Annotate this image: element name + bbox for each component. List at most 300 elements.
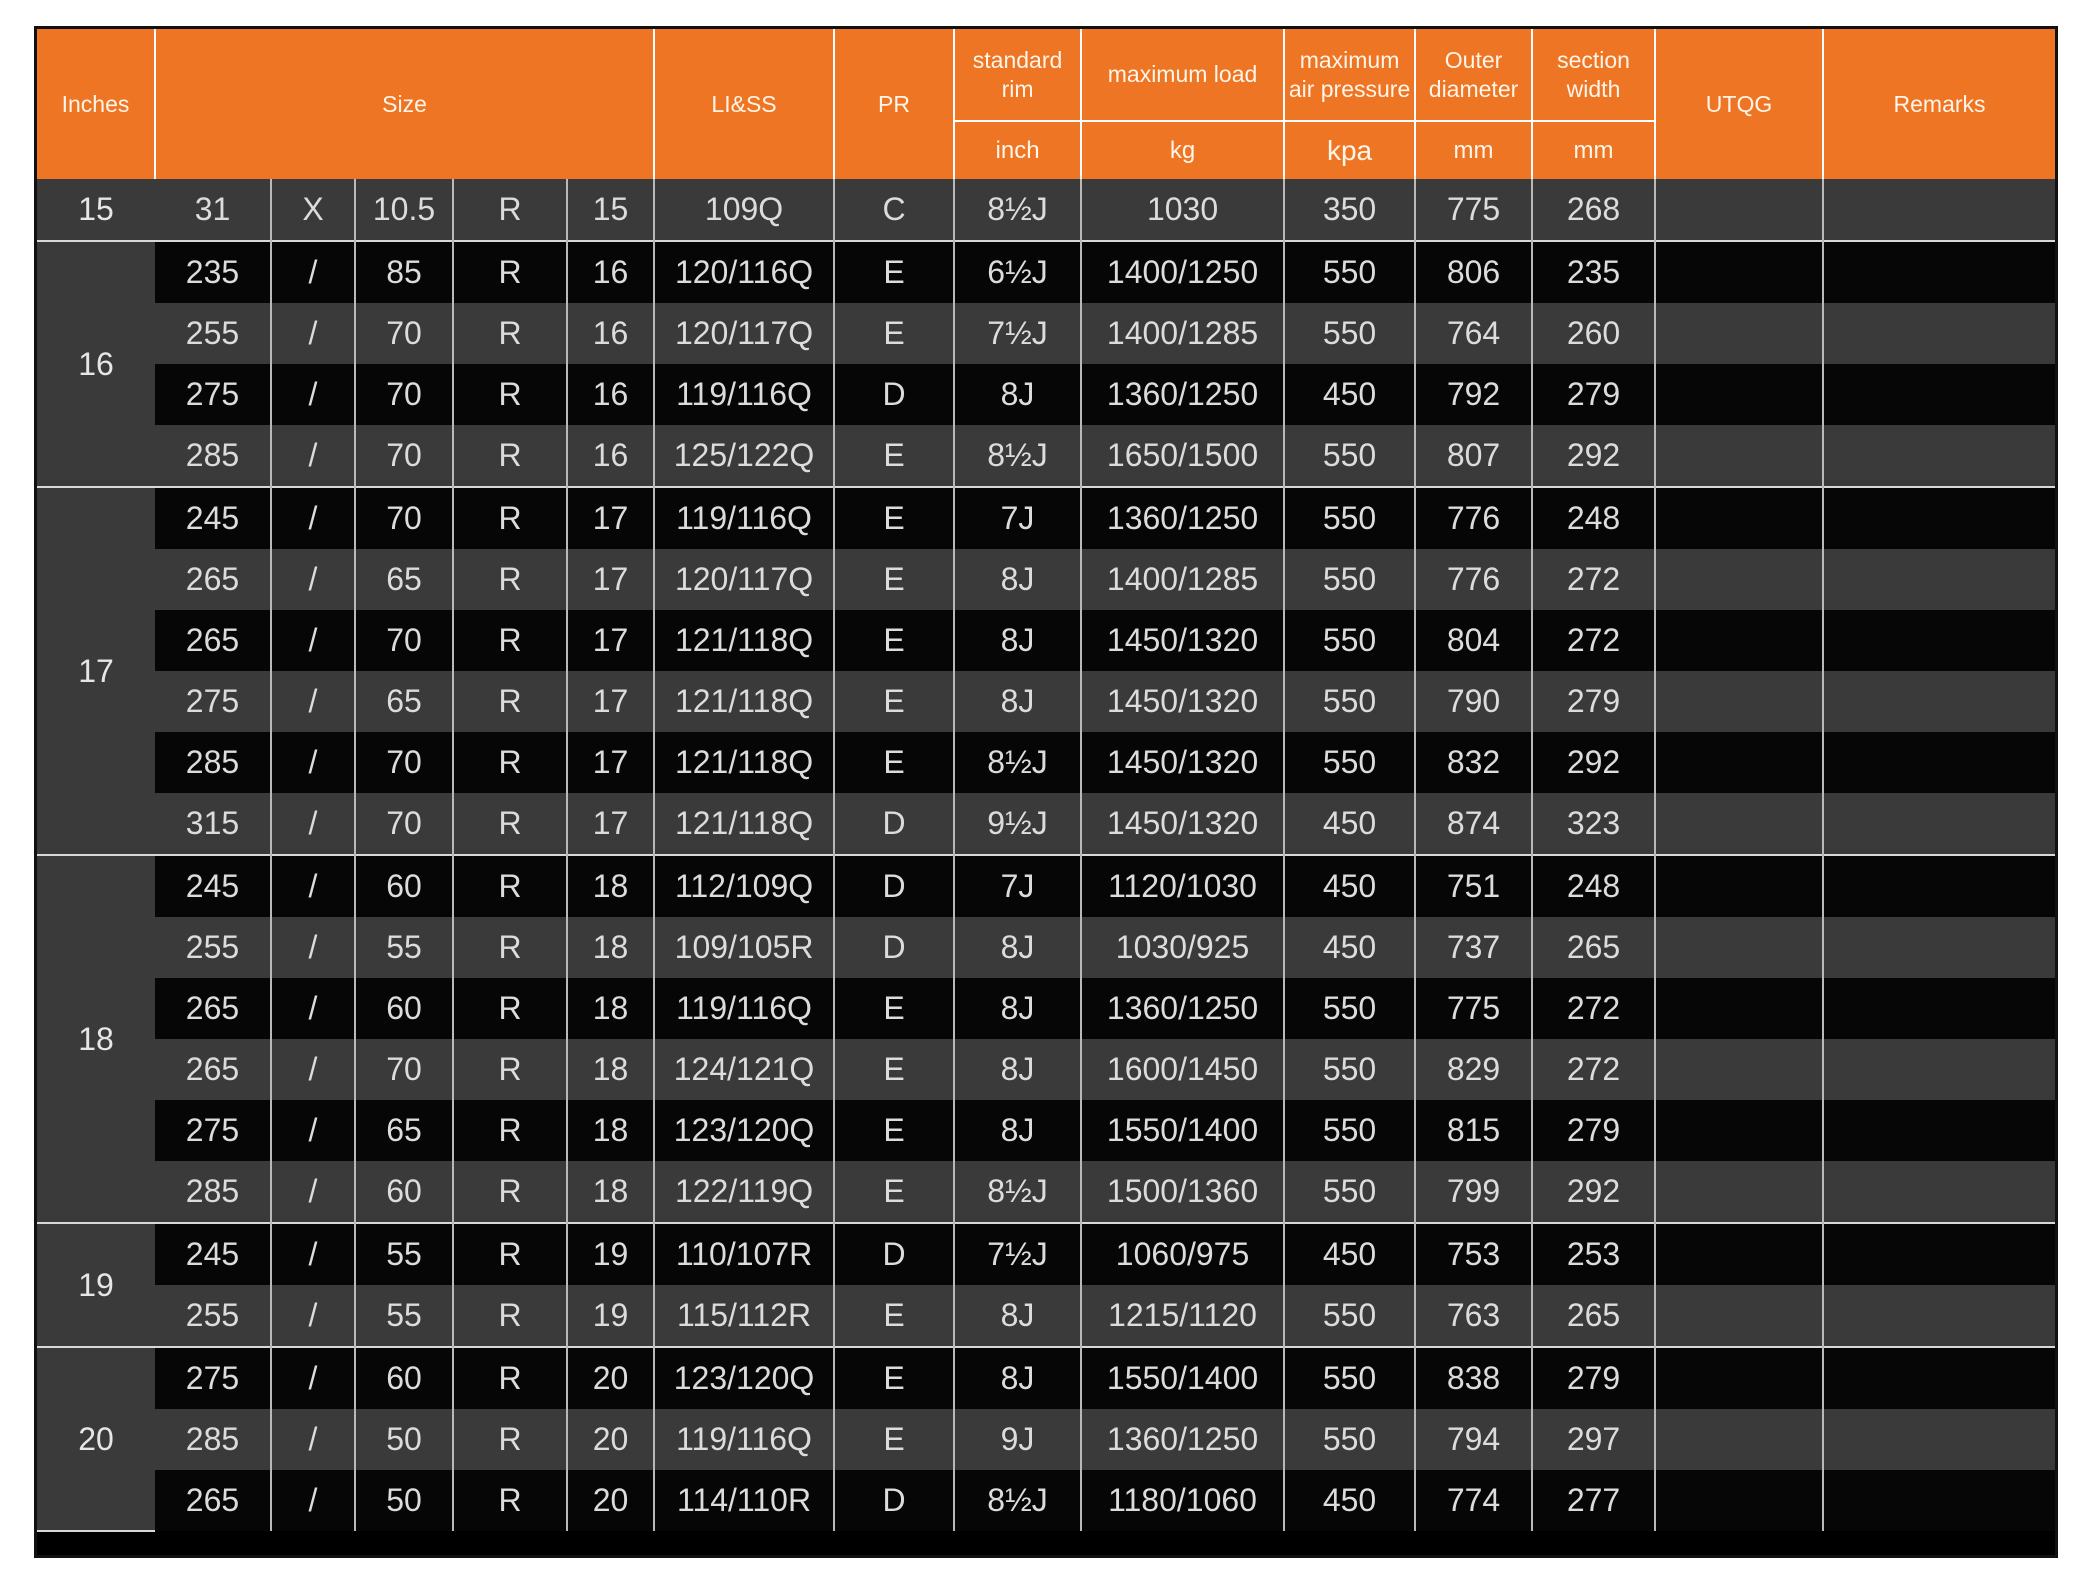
size-width-cell: 265 [155, 549, 271, 610]
outer-diameter-cell: 792 [1415, 364, 1532, 425]
size-construction-cell: R [453, 549, 567, 610]
utqg-value-cell [1655, 732, 1823, 793]
utqg-value-cell [1655, 425, 1823, 487]
size-width-cell: 245 [155, 855, 271, 917]
load-speed-index-cell: 119/116Q [654, 1409, 834, 1470]
size-construction-cell: R [453, 732, 567, 793]
utqg-value-cell [1655, 303, 1823, 364]
remarks-value-cell [1823, 1100, 2055, 1161]
table-row [37, 1409, 2055, 1470]
section-width-cell: 279 [1532, 364, 1655, 425]
unit-pressure: kpa [1284, 121, 1415, 179]
standard-rim-cell: 8J [954, 610, 1081, 671]
load-speed-index-cell: 120/117Q [654, 549, 834, 610]
size-separator-cell: / [271, 1409, 355, 1470]
maximum-load-cell: 1400/1285 [1081, 549, 1284, 610]
size-ratio-cell: 70 [355, 793, 453, 855]
size-diameter-cell: 16 [567, 241, 654, 303]
size-ratio-cell: 65 [355, 671, 453, 732]
remarks-value-cell [1823, 425, 2055, 487]
utqg-value-cell [1655, 1347, 1823, 1409]
standard-rim-cell: 8J [954, 549, 1081, 610]
utqg-value-cell [1655, 1100, 1823, 1161]
ply-rating-cell: E [834, 549, 954, 610]
outer-diameter-cell: 874 [1415, 793, 1532, 855]
max-air-pressure-cell: 550 [1284, 1347, 1415, 1409]
maximum-load-cell: 1450/1320 [1081, 793, 1284, 855]
header-li-ss: LI&SS [654, 29, 834, 179]
size-construction-cell: R [453, 610, 567, 671]
size-width-cell: 235 [155, 241, 271, 303]
section-width-cell: 323 [1532, 793, 1655, 855]
maximum-load-cell: 1120/1030 [1081, 855, 1284, 917]
size-construction-cell: R [453, 1409, 567, 1470]
ply-rating-cell: E [834, 671, 954, 732]
remarks-value-cell [1823, 732, 2055, 793]
load-speed-index-cell: 124/121Q [654, 1039, 834, 1100]
load-speed-index-cell: 119/116Q [654, 364, 834, 425]
remarks-value-cell [1823, 1039, 2055, 1100]
size-ratio-cell: 70 [355, 1039, 453, 1100]
size-ratio-cell: 70 [355, 732, 453, 793]
max-air-pressure-cell: 350 [1284, 179, 1415, 241]
size-separator-cell: / [271, 1161, 355, 1223]
maximum-load-cell: 1450/1320 [1081, 610, 1284, 671]
size-separator-cell: X [271, 179, 355, 241]
size-separator-cell: / [271, 855, 355, 917]
size-construction-cell: R [453, 1100, 567, 1161]
outer-diameter-cell: 804 [1415, 610, 1532, 671]
standard-rim-cell: 8J [954, 978, 1081, 1039]
table-row [37, 855, 2055, 917]
maximum-load-cell: 1060/975 [1081, 1223, 1284, 1285]
size-diameter-cell: 20 [567, 1470, 654, 1531]
ply-rating-cell: E [834, 1039, 954, 1100]
size-ratio-cell: 60 [355, 855, 453, 917]
maximum-load-cell: 1400/1250 [1081, 241, 1284, 303]
load-speed-index-cell: 121/118Q [654, 610, 834, 671]
section-width-cell: 253 [1532, 1223, 1655, 1285]
remarks-value-cell [1823, 793, 2055, 855]
table-row [37, 425, 2055, 487]
size-separator-cell: / [271, 793, 355, 855]
ply-rating-cell: D [834, 1223, 954, 1285]
size-width-cell: 265 [155, 1470, 271, 1531]
size-width-cell: 315 [155, 793, 271, 855]
maximum-load-cell: 1500/1360 [1081, 1161, 1284, 1223]
section-width-cell: 248 [1532, 855, 1655, 917]
standard-rim-cell: 8½J [954, 425, 1081, 487]
size-ratio-cell: 60 [355, 1347, 453, 1409]
size-separator-cell: / [271, 1285, 355, 1347]
ply-rating-cell: E [834, 1347, 954, 1409]
utqg-value-cell [1655, 179, 1823, 241]
standard-rim-cell: 8½J [954, 179, 1081, 241]
header-max-air-pressure: maximum air pressure [1284, 29, 1415, 121]
standard-rim-cell: 8J [954, 917, 1081, 978]
maximum-load-cell: 1600/1450 [1081, 1039, 1284, 1100]
rim-inches-cell: 19 [37, 1223, 155, 1347]
utqg-value-cell [1655, 855, 1823, 917]
size-ratio-cell: 70 [355, 364, 453, 425]
header-size: Size [155, 29, 654, 179]
load-speed-index-cell: 125/122Q [654, 425, 834, 487]
section-width-cell: 297 [1532, 1409, 1655, 1470]
utqg-value-cell [1655, 1285, 1823, 1347]
outer-diameter-cell: 753 [1415, 1223, 1532, 1285]
max-air-pressure-cell: 550 [1284, 1285, 1415, 1347]
size-construction-cell: R [453, 793, 567, 855]
outer-diameter-cell: 776 [1415, 487, 1532, 549]
section-width-cell: 272 [1532, 610, 1655, 671]
size-width-cell: 245 [155, 1223, 271, 1285]
remarks-value-cell [1823, 610, 2055, 671]
table-row [37, 671, 2055, 732]
size-construction-cell: R [453, 855, 567, 917]
utqg-value-cell [1655, 978, 1823, 1039]
section-width-cell: 265 [1532, 1285, 1655, 1347]
size-construction-cell: R [453, 1039, 567, 1100]
ply-rating-cell: E [834, 1409, 954, 1470]
standard-rim-cell: 9½J [954, 793, 1081, 855]
size-separator-cell: / [271, 1100, 355, 1161]
maximum-load-cell: 1030 [1081, 179, 1284, 241]
size-separator-cell: / [271, 610, 355, 671]
table-row [37, 917, 2055, 978]
size-width-cell: 275 [155, 1100, 271, 1161]
table-row [37, 303, 2055, 364]
remarks-value-cell [1823, 549, 2055, 610]
standard-rim-cell: 8J [954, 1100, 1081, 1161]
table-row [37, 1470, 2055, 1531]
remarks-value-cell [1823, 1409, 2055, 1470]
remarks-value-cell [1823, 1223, 2055, 1285]
utqg-value-cell [1655, 241, 1823, 303]
max-air-pressure-cell: 550 [1284, 303, 1415, 364]
size-ratio-cell: 55 [355, 917, 453, 978]
max-air-pressure-cell: 450 [1284, 1223, 1415, 1285]
header-pr: PR [834, 29, 954, 179]
table-row [37, 732, 2055, 793]
ply-rating-cell: D [834, 1470, 954, 1531]
size-ratio-cell: 50 [355, 1409, 453, 1470]
ply-rating-cell: E [834, 978, 954, 1039]
size-diameter-cell: 18 [567, 1100, 654, 1161]
header-remarks: Remarks [1823, 29, 2055, 179]
utqg-value-cell [1655, 917, 1823, 978]
size-construction-cell: R [453, 241, 567, 303]
size-ratio-cell: 65 [355, 1100, 453, 1161]
standard-rim-cell: 7J [954, 855, 1081, 917]
size-diameter-cell: 17 [567, 732, 654, 793]
ply-rating-cell: E [834, 1100, 954, 1161]
utqg-value-cell [1655, 1409, 1823, 1470]
ply-rating-cell: E [834, 303, 954, 364]
remarks-value-cell [1823, 1470, 2055, 1531]
size-ratio-cell: 70 [355, 487, 453, 549]
utqg-value-cell [1655, 793, 1823, 855]
maximum-load-cell: 1360/1250 [1081, 1409, 1284, 1470]
size-diameter-cell: 15 [567, 179, 654, 241]
load-speed-index-cell: 122/119Q [654, 1161, 834, 1223]
ply-rating-cell: E [834, 1161, 954, 1223]
table-row [37, 793, 2055, 855]
standard-rim-cell: 9J [954, 1409, 1081, 1470]
max-air-pressure-cell: 550 [1284, 241, 1415, 303]
table-row [37, 1347, 2055, 1409]
unit-diameter: mm [1415, 121, 1532, 179]
maximum-load-cell: 1450/1320 [1081, 732, 1284, 793]
size-diameter-cell: 18 [567, 917, 654, 978]
header-maximum-load: maximum load [1081, 29, 1284, 121]
max-air-pressure-cell: 550 [1284, 1161, 1415, 1223]
section-width-cell: 279 [1532, 1347, 1655, 1409]
utqg-value-cell [1655, 364, 1823, 425]
table-row [37, 610, 2055, 671]
size-ratio-cell: 70 [355, 610, 453, 671]
standard-rim-cell: 7J [954, 487, 1081, 549]
size-construction-cell: R [453, 179, 567, 241]
outer-diameter-cell: 806 [1415, 241, 1532, 303]
maximum-load-cell: 1550/1400 [1081, 1100, 1284, 1161]
standard-rim-cell: 8½J [954, 1470, 1081, 1531]
utqg-value-cell [1655, 549, 1823, 610]
remarks-value-cell [1823, 179, 2055, 241]
outer-diameter-cell: 807 [1415, 425, 1532, 487]
size-width-cell: 255 [155, 1285, 271, 1347]
size-diameter-cell: 18 [567, 1039, 654, 1100]
max-air-pressure-cell: 550 [1284, 487, 1415, 549]
max-air-pressure-cell: 550 [1284, 425, 1415, 487]
maximum-load-cell: 1360/1250 [1081, 978, 1284, 1039]
section-width-cell: 248 [1532, 487, 1655, 549]
max-air-pressure-cell: 550 [1284, 1039, 1415, 1100]
size-separator-cell: / [271, 303, 355, 364]
load-speed-index-cell: 109Q [654, 179, 834, 241]
size-separator-cell: / [271, 917, 355, 978]
size-construction-cell: R [453, 425, 567, 487]
size-separator-cell: / [271, 1347, 355, 1409]
size-separator-cell: / [271, 671, 355, 732]
size-construction-cell: R [453, 1470, 567, 1531]
remarks-value-cell [1823, 1285, 2055, 1347]
load-speed-index-cell: 120/117Q [654, 303, 834, 364]
section-width-cell: 279 [1532, 671, 1655, 732]
standard-rim-cell: 6½J [954, 241, 1081, 303]
size-diameter-cell: 20 [567, 1347, 654, 1409]
size-diameter-cell: 17 [567, 793, 654, 855]
size-width-cell: 265 [155, 610, 271, 671]
maximum-load-cell: 1030/925 [1081, 917, 1284, 978]
size-ratio-cell: 55 [355, 1285, 453, 1347]
size-separator-cell: / [271, 1470, 355, 1531]
standard-rim-cell: 7½J [954, 303, 1081, 364]
load-speed-index-cell: 114/110R [654, 1470, 834, 1531]
size-diameter-cell: 18 [567, 1161, 654, 1223]
outer-diameter-cell: 751 [1415, 855, 1532, 917]
table-row [37, 364, 2055, 425]
size-diameter-cell: 17 [567, 487, 654, 549]
remarks-value-cell [1823, 978, 2055, 1039]
outer-diameter-cell: 774 [1415, 1470, 1532, 1531]
remarks-value-cell [1823, 1347, 2055, 1409]
size-ratio-cell: 55 [355, 1223, 453, 1285]
maximum-load-cell: 1550/1400 [1081, 1347, 1284, 1409]
size-width-cell: 275 [155, 364, 271, 425]
remarks-value-cell [1823, 917, 2055, 978]
outer-diameter-cell: 776 [1415, 549, 1532, 610]
maximum-load-cell: 1450/1320 [1081, 671, 1284, 732]
size-width-cell: 255 [155, 303, 271, 364]
size-width-cell: 31 [155, 179, 271, 241]
section-width-cell: 272 [1532, 1039, 1655, 1100]
rim-inches-cell: 18 [37, 855, 155, 1223]
standard-rim-cell: 8J [954, 1039, 1081, 1100]
size-ratio-cell: 85 [355, 241, 453, 303]
ply-rating-cell: E [834, 1285, 954, 1347]
maximum-load-cell: 1650/1500 [1081, 425, 1284, 487]
table-row [37, 1285, 2055, 1347]
size-construction-cell: R [453, 917, 567, 978]
ply-rating-cell: D [834, 855, 954, 917]
size-diameter-cell: 19 [567, 1223, 654, 1285]
outer-diameter-cell: 799 [1415, 1161, 1532, 1223]
ply-rating-cell: E [834, 732, 954, 793]
size-construction-cell: R [453, 1285, 567, 1347]
size-diameter-cell: 20 [567, 1409, 654, 1470]
utqg-value-cell [1655, 1470, 1823, 1531]
header-standard-rim: standard rim [954, 29, 1081, 121]
table-row [37, 1161, 2055, 1223]
size-diameter-cell: 18 [567, 855, 654, 917]
size-diameter-cell: 16 [567, 303, 654, 364]
table-row [37, 487, 2055, 549]
load-speed-index-cell: 123/120Q [654, 1100, 834, 1161]
outer-diameter-cell: 832 [1415, 732, 1532, 793]
load-speed-index-cell: 120/116Q [654, 241, 834, 303]
size-ratio-cell: 60 [355, 978, 453, 1039]
size-ratio-cell: 70 [355, 303, 453, 364]
table-row [37, 978, 2055, 1039]
table-row [37, 549, 2055, 610]
size-separator-cell: / [271, 241, 355, 303]
rim-inches-cell: 16 [37, 241, 155, 487]
outer-diameter-cell: 794 [1415, 1409, 1532, 1470]
ply-rating-cell: E [834, 425, 954, 487]
ply-rating-cell: E [834, 241, 954, 303]
maximum-load-cell: 1360/1250 [1081, 364, 1284, 425]
header-outer-diameter: Outer diameter [1415, 29, 1532, 121]
size-construction-cell: R [453, 978, 567, 1039]
size-diameter-cell: 16 [567, 425, 654, 487]
size-construction-cell: R [453, 364, 567, 425]
size-separator-cell: / [271, 1223, 355, 1285]
rim-inches-cell: 15 [37, 179, 155, 241]
maximum-load-cell: 1400/1285 [1081, 303, 1284, 364]
utqg-value-cell [1655, 1161, 1823, 1223]
utqg-value-cell [1655, 487, 1823, 549]
max-air-pressure-cell: 550 [1284, 549, 1415, 610]
size-width-cell: 265 [155, 978, 271, 1039]
size-construction-cell: R [453, 1161, 567, 1223]
max-air-pressure-cell: 550 [1284, 671, 1415, 732]
load-speed-index-cell: 112/109Q [654, 855, 834, 917]
standard-rim-cell: 8J [954, 1285, 1081, 1347]
load-speed-index-cell: 121/118Q [654, 732, 834, 793]
ply-rating-cell: D [834, 917, 954, 978]
utqg-value-cell [1655, 1223, 1823, 1285]
max-air-pressure-cell: 450 [1284, 364, 1415, 425]
load-speed-index-cell: 109/105R [654, 917, 834, 978]
outer-diameter-cell: 838 [1415, 1347, 1532, 1409]
section-width-cell: 235 [1532, 241, 1655, 303]
table-body [37, 179, 2055, 1531]
remarks-value-cell [1823, 487, 2055, 549]
spec-table [37, 29, 2055, 1532]
size-ratio-cell: 60 [355, 1161, 453, 1223]
maximum-load-cell: 1215/1120 [1081, 1285, 1284, 1347]
outer-diameter-cell: 775 [1415, 179, 1532, 241]
size-separator-cell: / [271, 1039, 355, 1100]
header-utqg: UTQG [1655, 29, 1823, 179]
size-width-cell: 255 [155, 917, 271, 978]
ply-rating-cell: E [834, 610, 954, 671]
outer-diameter-cell: 775 [1415, 978, 1532, 1039]
section-width-cell: 272 [1532, 978, 1655, 1039]
maximum-load-cell: 1180/1060 [1081, 1470, 1284, 1531]
max-air-pressure-cell: 450 [1284, 855, 1415, 917]
remarks-value-cell [1823, 671, 2055, 732]
remarks-value-cell [1823, 241, 2055, 303]
table-row [37, 1100, 2055, 1161]
standard-rim-cell: 8J [954, 364, 1081, 425]
outer-diameter-cell: 737 [1415, 917, 1532, 978]
load-speed-index-cell: 110/107R [654, 1223, 834, 1285]
rim-inches-cell: 17 [37, 487, 155, 855]
ply-rating-cell: E [834, 487, 954, 549]
table-row [37, 241, 2055, 303]
header-inches: Inches [37, 29, 155, 179]
max-air-pressure-cell: 550 [1284, 732, 1415, 793]
size-separator-cell: / [271, 487, 355, 549]
load-speed-index-cell: 119/116Q [654, 978, 834, 1039]
size-separator-cell: / [271, 549, 355, 610]
standard-rim-cell: 7½J [954, 1223, 1081, 1285]
max-air-pressure-cell: 550 [1284, 1100, 1415, 1161]
size-construction-cell: R [453, 671, 567, 732]
maximum-load-cell: 1360/1250 [1081, 487, 1284, 549]
section-width-cell: 277 [1532, 1470, 1655, 1531]
remarks-value-cell [1823, 1161, 2055, 1223]
size-width-cell: 275 [155, 1347, 271, 1409]
table-row [37, 179, 2055, 241]
size-separator-cell: / [271, 732, 355, 793]
outer-diameter-cell: 763 [1415, 1285, 1532, 1347]
load-speed-index-cell: 121/118Q [654, 671, 834, 732]
size-construction-cell: R [453, 303, 567, 364]
size-ratio-cell: 65 [355, 549, 453, 610]
size-construction-cell: R [453, 1223, 567, 1285]
size-diameter-cell: 17 [567, 671, 654, 732]
section-width-cell: 265 [1532, 917, 1655, 978]
load-speed-index-cell: 123/120Q [654, 1347, 834, 1409]
section-width-cell: 260 [1532, 303, 1655, 364]
standard-rim-cell: 8½J [954, 732, 1081, 793]
size-ratio-cell: 10.5 [355, 179, 453, 241]
unit-width: mm [1532, 121, 1655, 179]
remarks-value-cell [1823, 364, 2055, 425]
section-width-cell: 279 [1532, 1100, 1655, 1161]
